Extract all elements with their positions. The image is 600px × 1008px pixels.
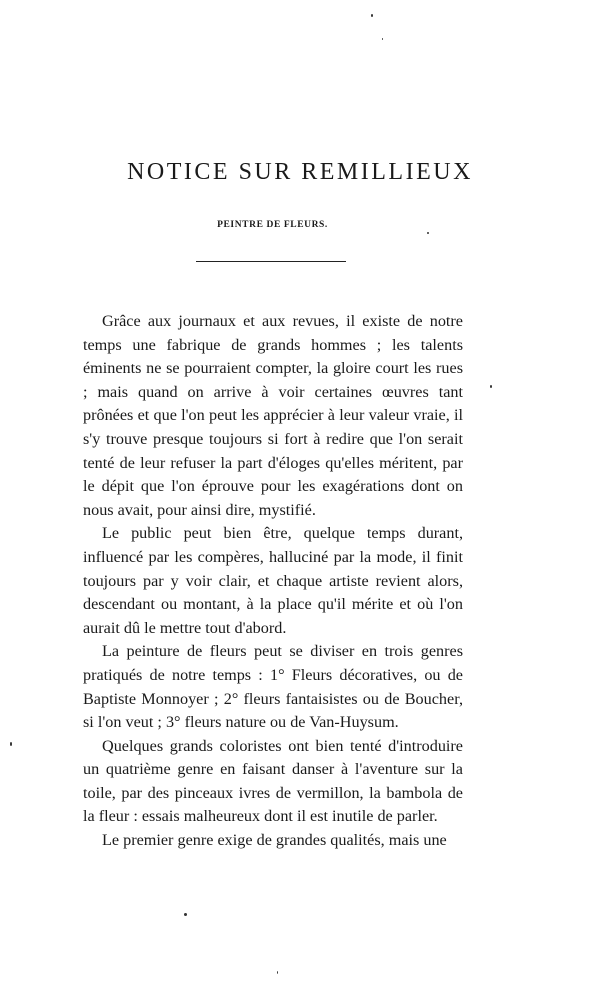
paragraph: Grâce aux journaux et aux revues, il existe de notre temps une fabrique de grands hommes ; les talents éminents ne se pourraient compter, la gloire court les rues ; mais quand on arrive à voir certaines œuvres tant prônées et que l'on peut les apprécier à leur valeur vraie, il s'y trouve presque toujours si fort à redire que l'on serait tenté de leur refuser la part d'éloges qu'elles méritent, par le dépit que l'on éprouve pour les exagérations dont on nous avait, pour ainsi dire, mystifié.: [83, 312, 463, 519]
speck: [277, 971, 278, 974]
paragraph: Le public peut bien être, quelque temps durant, influencé par les compères, halluciné par la mode, il finit toujours par y voir clair, et chaque artiste revient alors, descendant ou montant, à la place qu'il mérite et où l'on aurait dû le mettre tout d'abord.: [83, 524, 463, 637]
speck: [371, 14, 373, 17]
speck: [382, 38, 383, 40]
paragraph: Le premier genre exige de grandes qualités, mais une: [102, 831, 447, 850]
paragraph: La peinture de fleurs peut se diviser en trois genres pratiqués de notre temps : 1° Fleurs décoratives, ou de Baptiste Monnoyer ; 2° fleurs fantaisistes ou de Boucher, si l'on veut ; 3° fleurs nature ou de Van-Huysum.: [83, 642, 463, 732]
body-text: [83, 310, 463, 853]
page-title: NOTICE SUR REMILLIEUX: [127, 159, 473, 185]
speck: [427, 232, 429, 234]
speck: [10, 742, 12, 746]
page-subtitle: PEINTRE DE FLEURS.: [217, 220, 328, 230]
speck: [184, 913, 187, 916]
speck: [490, 385, 492, 388]
divider-rule: [196, 261, 346, 262]
paragraph: Quelques grands coloristes ont bien tenté d'introduire un quatrième genre en faisant danser à l'aventure sur la toile, par des pinceaux ivres de vermillon, la bambola de la fleur : essais malheureux dont il est inutile de parler.: [83, 736, 463, 826]
